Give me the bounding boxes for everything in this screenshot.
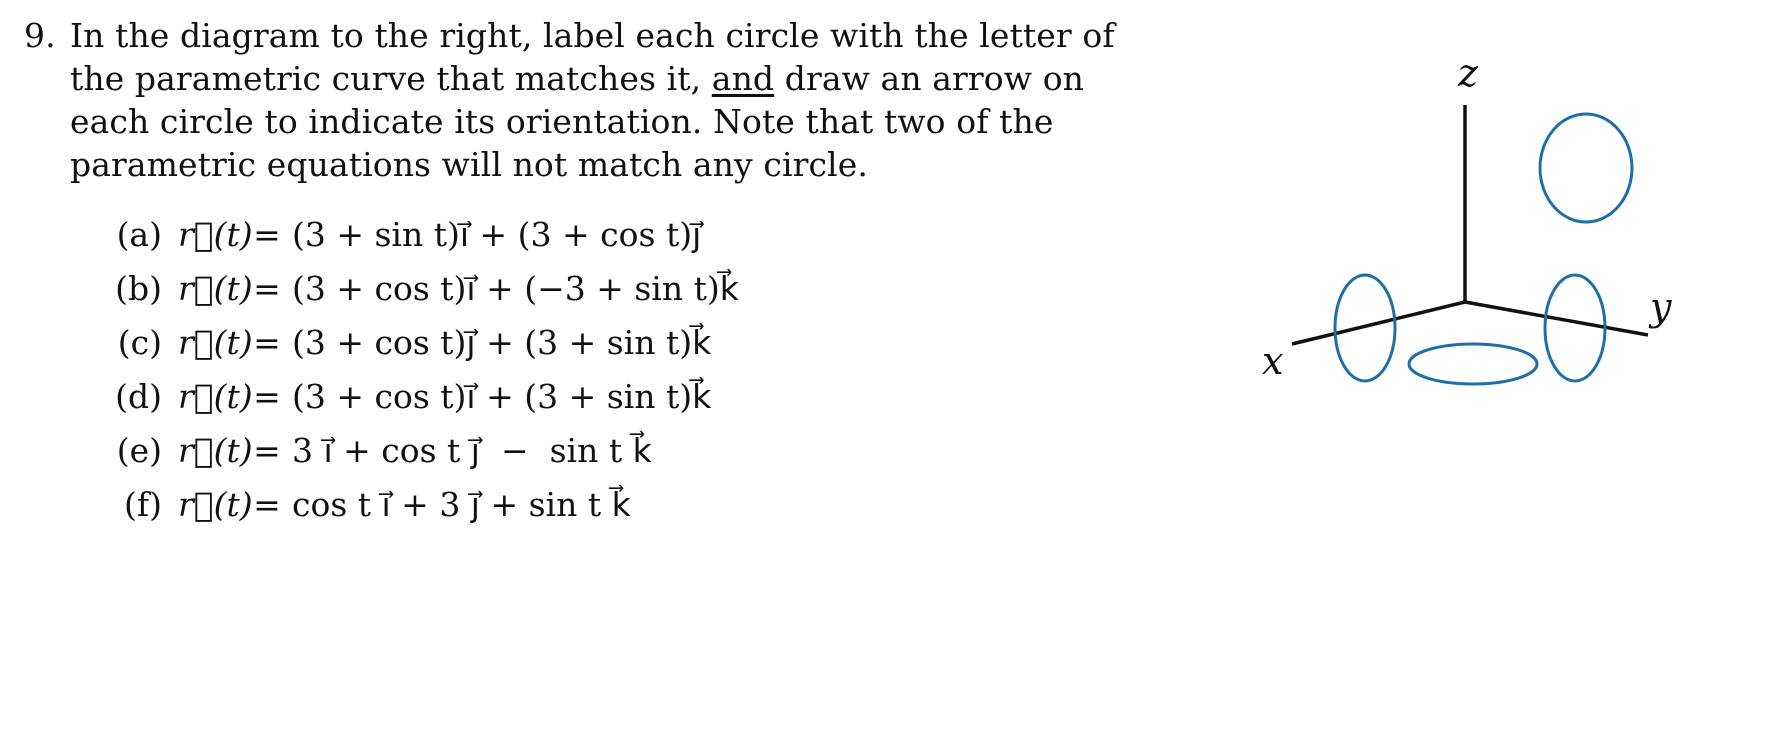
equation-d <box>96 377 739 431</box>
equation-label: (f) <box>124 485 162 524</box>
equation-lhs: r⃗(t) <box>178 485 253 524</box>
equation-label: (d) <box>115 377 162 416</box>
equation-label: (b) <box>115 269 162 308</box>
y-axis <box>1465 302 1648 335</box>
equation-lhs: r⃗(t) <box>178 215 253 254</box>
equals-sign: = <box>253 215 281 254</box>
equation-rhs: (3 + sin t)i⃗ + (3 + cos t)j⃗ <box>292 215 702 254</box>
problem-number: 9. <box>24 16 56 55</box>
equation-rhs: (3 + cos t)i⃗ + (−3 + sin t)k⃗ <box>292 269 739 308</box>
equals-sign: = <box>253 269 281 308</box>
x-axis-label: x <box>1262 339 1284 383</box>
equation-lhs: r⃗(t) <box>178 431 253 470</box>
circle-upper-right <box>1540 114 1632 222</box>
equation-rhs: (3 + cos t)j⃗ + (3 + sin t)k⃗ <box>292 323 712 362</box>
y-axis-label: y <box>1650 285 1672 329</box>
equation-rhs: (3 + cos t)i⃗ + (3 + sin t)k⃗ <box>292 377 712 416</box>
equals-sign: = <box>253 485 281 524</box>
equation-label: (a) <box>116 215 162 254</box>
circle-horizontal <box>1409 344 1537 384</box>
circle-on-y-axis <box>1545 275 1605 381</box>
equation-lhs: r⃗(t) <box>178 269 253 308</box>
problem-underlined-word: and <box>711 59 775 98</box>
x-axis <box>1292 302 1465 344</box>
equals-sign: = <box>253 431 281 470</box>
problem-text-before: In the diagram to the right, label each circle with the letter of the parametric curve that matches it, <box>70 16 1115 98</box>
equation-lhs: r⃗(t) <box>178 323 253 362</box>
equation-list <box>96 215 739 539</box>
equation-e <box>96 431 739 485</box>
problem-body <box>70 14 1144 186</box>
equals-sign: = <box>253 377 281 416</box>
equation-f <box>96 485 739 539</box>
equation-c <box>96 323 739 377</box>
3d-axes-diagram <box>1240 40 1680 400</box>
equation-b <box>96 269 739 323</box>
equation-rhs: 3 i⃗ + cos t j⃗ − sin t k⃗ <box>292 431 652 470</box>
problem-text-after: draw an arrow on each circle to indicate its orientation. Note that two of the parametric equations will not match any circle. <box>70 59 1085 184</box>
equals-sign: = <box>253 323 281 362</box>
equation-a <box>96 215 739 269</box>
equation-label: (c) <box>117 323 162 362</box>
equation-label: (e) <box>116 431 162 470</box>
z-axis-label: z <box>1458 51 1479 95</box>
equation-rhs: cos t i⃗ + 3 j⃗ + sin t k⃗ <box>292 485 631 524</box>
equation-lhs: r⃗(t) <box>178 377 253 416</box>
problem-text <box>24 14 1144 186</box>
problem-statement <box>24 14 1144 186</box>
